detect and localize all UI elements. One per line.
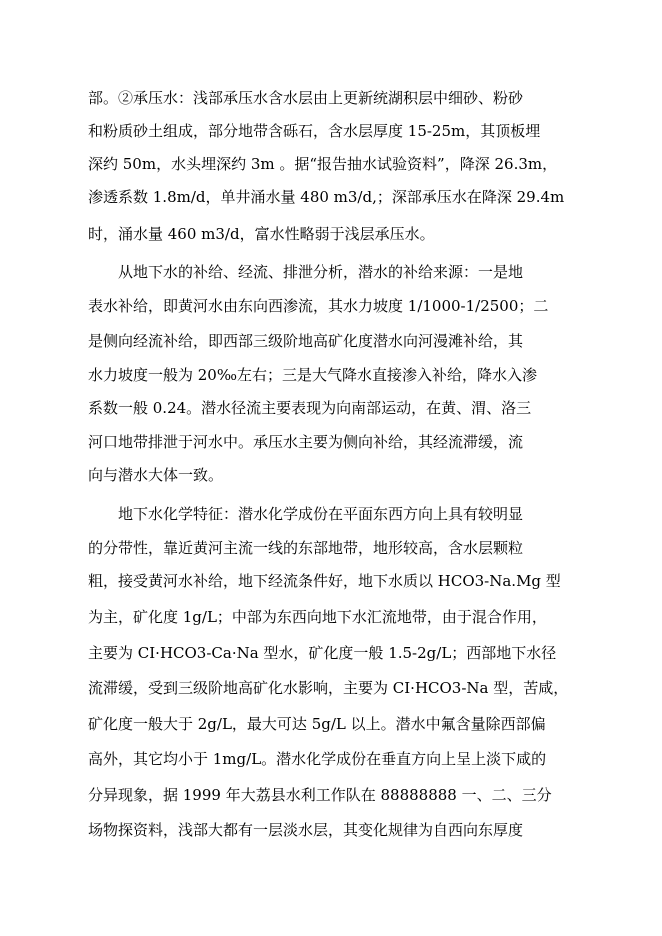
text-line: 矿化度一般大于 2g/L，最大可达 5g/L 以上。潜水中氟含量除西部偏	[88, 715, 546, 733]
text-line: 高外，其它均小于 1mg/L。潜水化学成份在垂直方向上呈上淡下咸的	[88, 750, 547, 768]
text-line: 向与潜水大体一致。	[88, 466, 224, 484]
text-line: 深约 50m，水头埋深约 3m 。据“报告抽水试验资料”，降深 26.3m，	[88, 155, 558, 173]
text-line: 粗，接受黄河水补给，地下经流条件好，地下水质以 HCO3-Na.Mg 型	[88, 572, 561, 590]
text-line: 分异现象，据 1999 年大荔县水利工作队在 88888888 一、二、三分	[88, 786, 552, 804]
text-line: 是侧向经流补给，即西部三级阶地高矿化度潜水向河漫滩补给，其	[88, 332, 524, 350]
text-line: 从地下水的补给、经流、排泄分析，潜水的补给来源：一是地	[118, 263, 524, 281]
text-line: 和粉质砂土组成，部分地带含砾石，含水层厚度 15-25m，其顶板埋	[88, 122, 541, 140]
text-line: 水力坡度一般为 20‰左右；三是大气降水直接渗入补给，降水入渗	[88, 366, 537, 384]
text-line: 为主，矿化度 1g/L；中部为东西向地下水汇流地带，由于混合作用，	[88, 608, 547, 626]
text-line: 部。②承压水：浅部承压水含水层由上更新统湖积层中细砂、粉砂	[88, 89, 524, 107]
text-line: 的分带性，靠近黄河主流一线的东部地带，地形较高，含水层颗粒	[88, 539, 524, 557]
text-line: 主要为 CI·HCO3-Ca·Na 型水，矿化度一般 1.5-2g/L；西部地下水径	[88, 644, 557, 662]
text-line: 系数一般 0.24。潜水径流主要表现为向南部运动，在黄、渭、洛三	[88, 399, 532, 417]
text-line: 地下水化学特征：潜水化学成份在平面东西方向上具有较明显	[118, 505, 524, 523]
text-line: 表水补给，即黄河水由东向西渗流，其水力坡度 1/1000-1/2500；二	[88, 297, 549, 315]
text-line: 时，涌水量 460 m3/d，富水性略弱于浅层承压水。	[88, 225, 435, 243]
text-line: 渗透系数 1.8m/d，单井涌水量 480 m3/d,；深部承压水在降深 29.4m	[88, 188, 565, 206]
text-line: 河口地带排泄于河水中。承压水主要为侧向补给，其经流滞缓，流	[88, 433, 524, 451]
text-line: 场物探资料，浅部大都有一层淡水层，其变化规律为自西向东厚度	[88, 821, 524, 839]
text-line: 流滞缓，受到三级阶地高矿化水影响，主要为 CI·HCO3-Na 型，苦咸，	[88, 679, 569, 697]
